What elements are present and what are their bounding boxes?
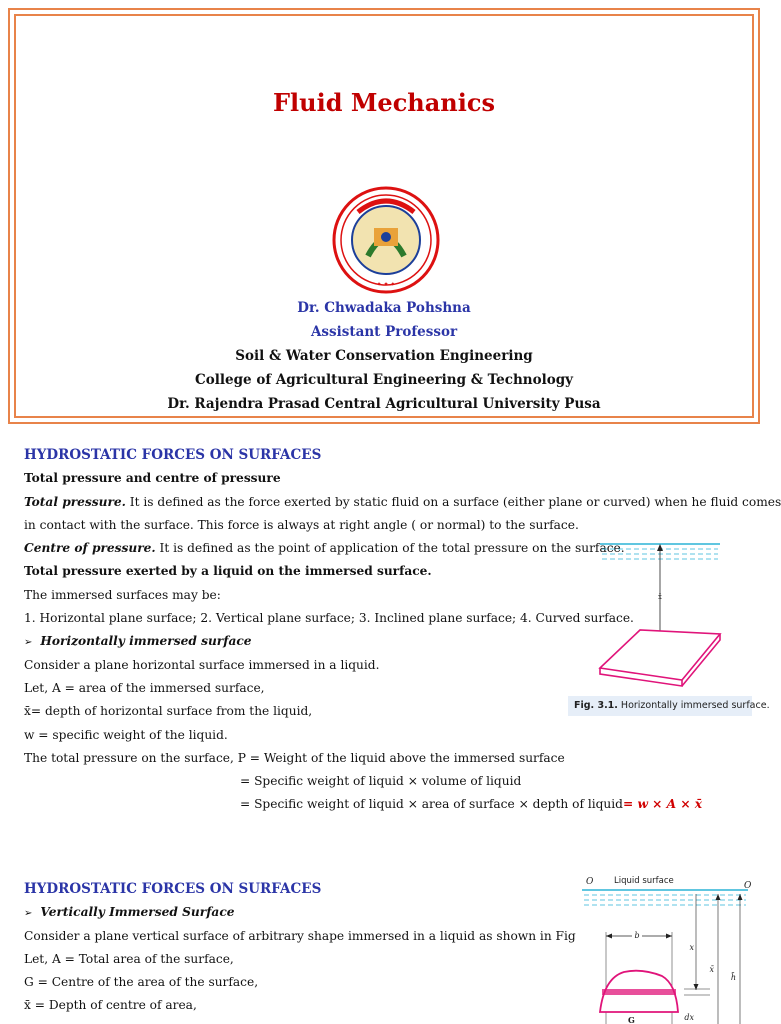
- section-vertical: [24, 878, 576, 1018]
- university-seal-logo: [328, 182, 444, 298]
- term-total-pressure: Total pressure.: [24, 494, 126, 509]
- immersed-surface-heading: Total pressure exerted by a liquid on the immersed surface.: [24, 564, 432, 579]
- fig2-liquid-surface-label: Liquid surface: [614, 876, 674, 886]
- author-name: Dr. Chwadaka Pohshna: [297, 300, 471, 316]
- equation-line-3: [24, 793, 781, 816]
- college-name: College of Agricultural Engineering & Technology: [195, 372, 573, 388]
- fig2-b-label: b: [634, 931, 640, 940]
- total-pressure-definition: [24, 491, 781, 514]
- fig2-xbar-label: x̄: [709, 965, 714, 974]
- fig2-dx-label: dx: [684, 1013, 694, 1022]
- fig2-o-right-label: O: [744, 881, 752, 891]
- subheading-total-pressure: Total pressure and centre of pressure: [24, 471, 281, 486]
- equation-line-1: The total pressure on the surface, P = Weight of the liquid above the immersed surface: [24, 750, 565, 765]
- author-block: [10, 296, 758, 416]
- department-name: Soil & Water Conservation Engineering: [235, 348, 533, 364]
- immersed-intro: The immersed surfaces may be:: [24, 587, 221, 602]
- fig2-o-left-label: O: [586, 877, 594, 887]
- fig2-x-label: x: [689, 943, 694, 952]
- section-heading: HYDROSTATIC FORCES ON SURFACES: [24, 447, 322, 463]
- fig2-g-label: G: [628, 1015, 635, 1024]
- w-text: w = specific weight of the liquid.: [24, 727, 228, 742]
- horizontal-heading-text: Horizontally immersed surface: [40, 634, 252, 649]
- svg-text:✦ ✦ ✦: ✦ ✦ ✦: [376, 281, 396, 288]
- definition-continuation: in contact with the surface. This force is always at right angle ( or normal) to the surface.: [24, 517, 579, 532]
- document-title: Fluid Mechanics: [273, 88, 495, 117]
- university-name: Dr. Rajendra Prasad Central Agricultural University Pusa: [167, 396, 601, 412]
- horizontal-surface-figure: [600, 538, 720, 692]
- xbar-text: x̄= depth of horizontal surface from the liquid,: [24, 704, 313, 719]
- figure-caption-text: Horizontally immersed surface.: [617, 700, 770, 711]
- equation-text: = Specific weight of liquid × area of surface × depth of liquid: [240, 797, 623, 812]
- section-heading: HYDROSTATIC FORCES ON SURFACES: [24, 881, 322, 897]
- fig1-xbar-label: x̄: [658, 593, 662, 601]
- bullet-arrow-icon: ➢: [24, 908, 33, 920]
- equation-result: = w × A × x̄: [622, 797, 703, 812]
- consider-text: Consider a plane horizontal surface immersed in a liquid.: [24, 657, 380, 672]
- surface-types: 1. Horizontal plane surface; 2. Vertical plane surface; 3. Inclined plane surface; 4. Curved surface.: [24, 611, 634, 626]
- let-a-text: Let, A = area of the immersed surface,: [24, 680, 265, 695]
- title-page: [8, 8, 760, 424]
- consider-text: Consider a plane vertical surface of arbitrary shape immersed in a liquid as shown in Fig: [24, 928, 576, 943]
- figure-caption: [568, 696, 770, 716]
- xbar-text: x̄ = Depth of centre of area,: [24, 998, 197, 1013]
- vertical-heading-text: Vertically Immersed Surface: [40, 905, 235, 920]
- term-centre-of-pressure: Centre of pressure.: [24, 541, 156, 556]
- equation-line-2: = Specific weight of liquid × volume of liquid: [240, 774, 522, 789]
- fig2-hbar-label: h̄: [730, 973, 736, 982]
- let-a-text: Let, A = Total area of the surface,: [24, 951, 234, 966]
- vertical-surface-figure: [580, 872, 750, 1024]
- figure-label: Fig. 3.1.: [574, 700, 618, 711]
- bullet-arrow-icon: ➢: [24, 637, 33, 649]
- vertical-heading: [24, 901, 576, 924]
- definition-text: It is defined as the force exerted by static fluid on a surface (either plane or curved) when he fluid comes: [125, 494, 781, 509]
- definition-text: It is defined as the point of application of the total pressure on the surface.: [155, 541, 625, 556]
- author-designation: Assistant Professor: [310, 324, 458, 340]
- g-text: G = Centre of the area of the surface,: [24, 975, 259, 990]
